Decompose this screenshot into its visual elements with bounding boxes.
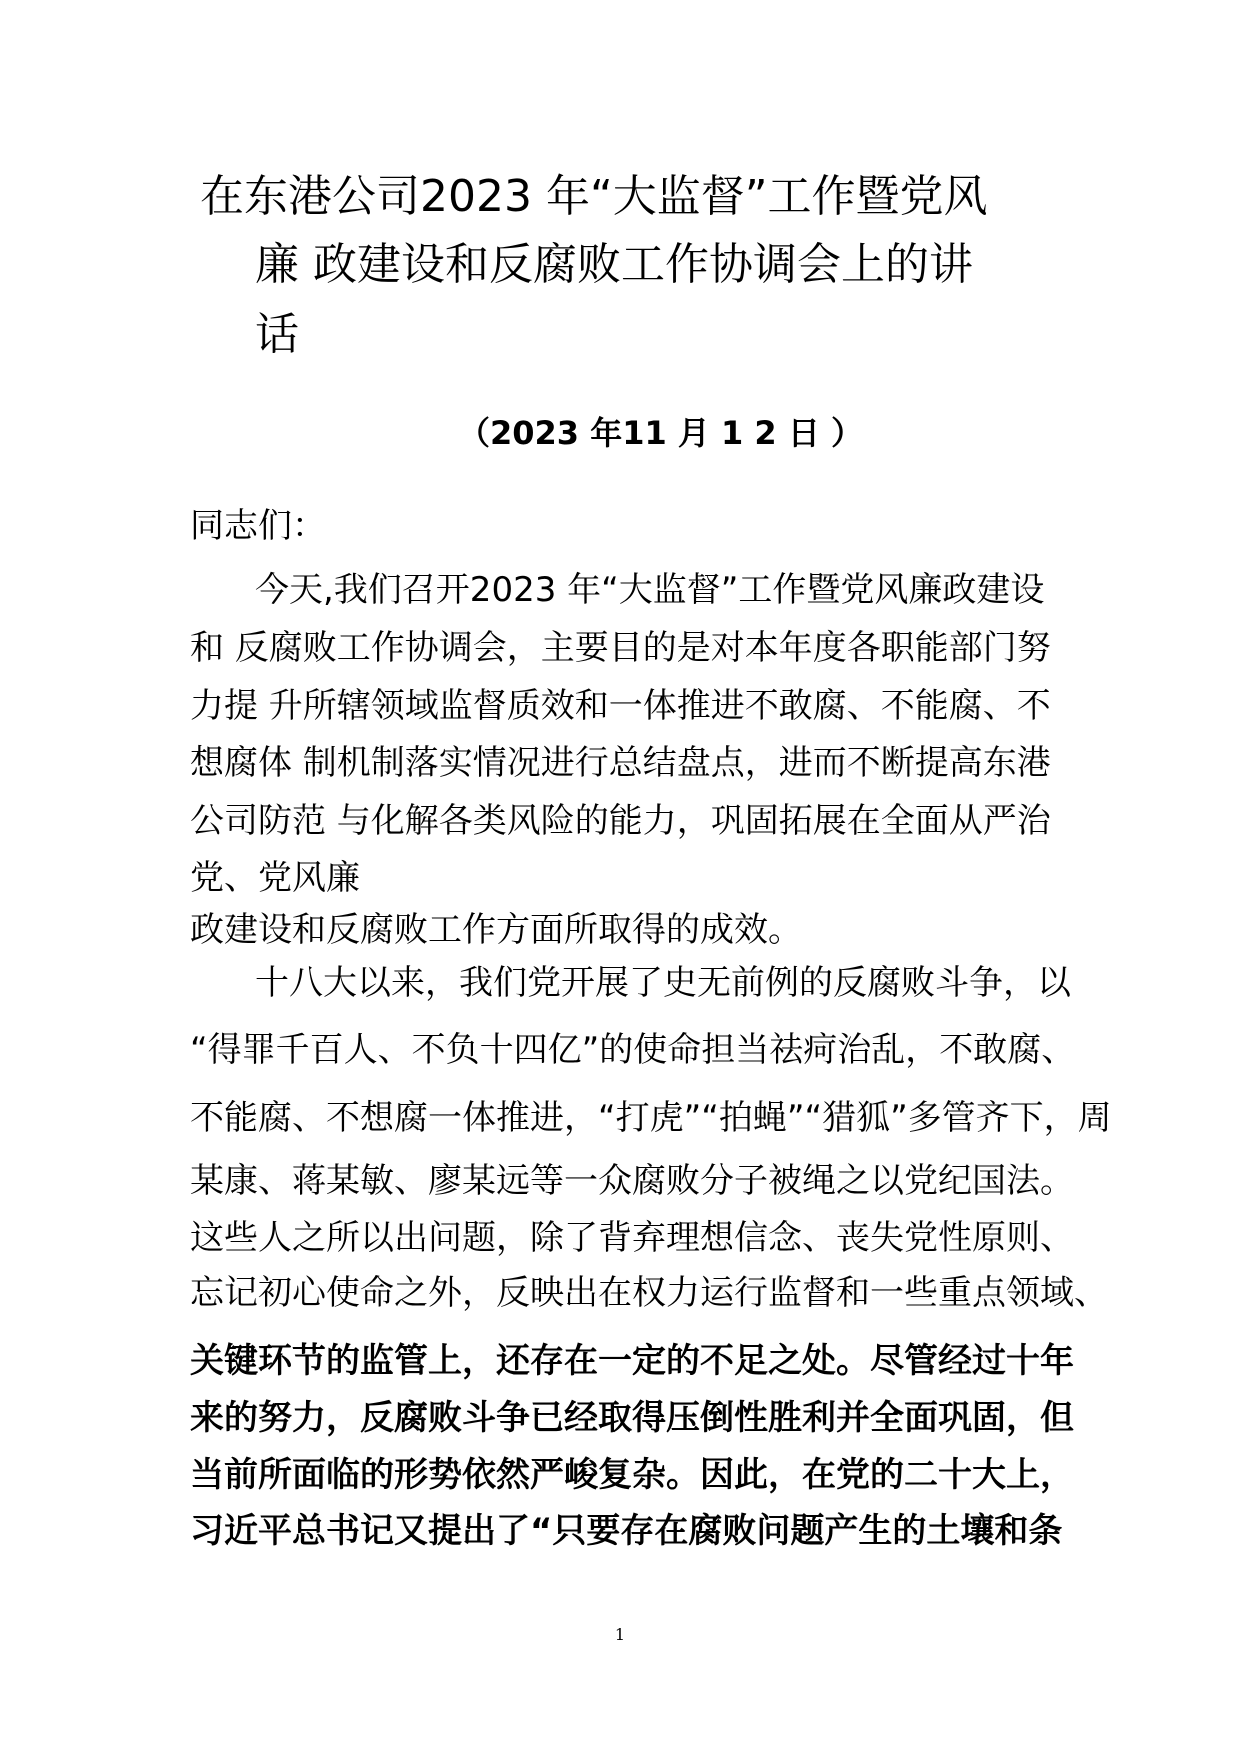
body-line-bold: 习近平总书记又提出了“只要存在腐败问题产生的土壤和条 bbox=[190, 1511, 1063, 1551]
document-title-line-3: 话 bbox=[255, 309, 299, 360]
body-line: 忘记初心使命之外，反映出在权力运行监督和一些重点领域、 bbox=[190, 1273, 1108, 1313]
body-line-bold: 来的努力，反腐败斗争已经取得压倒性胜利并全面巩固，但 bbox=[190, 1398, 1074, 1438]
document-title-line-2: 廉 政建设和反腐败工作协调会上的讲 bbox=[255, 239, 973, 290]
body-line: 这些人之所以出问题，除了背弃理想信念、丧失党性原则、 bbox=[190, 1218, 1074, 1258]
body-line: “得罪千百人、不负十四亿”的使命担当祛疴治乱，不敢腐、 bbox=[190, 1030, 1076, 1070]
body-line: 今天,我们召开2023 年“大监督”工作暨党风廉政建设 bbox=[255, 570, 1045, 610]
body-line: 力提 升所辖领域监督质效和一体推进不敢腐、不能腐、不 bbox=[190, 686, 1051, 726]
body-line-bold: 关键环节的监管上，还存在一定的不足之处。尽管经过十年 bbox=[190, 1341, 1074, 1381]
body-line: 党、党风廉 bbox=[190, 858, 360, 898]
document-title-line-1: 在东港公司2023 年“大监督”工作暨党风 bbox=[200, 171, 988, 222]
body-line: 和 反腐败工作协调会，主要目的是对本年度各职能部门努 bbox=[190, 628, 1051, 668]
body-line: 不能腐、不想腐一体推进，“打虎”“拍蝇”“猎狐”多管齐下，周 bbox=[190, 1098, 1112, 1138]
body-line: 公司防范 与化解各类风险的能力，巩固拓展在全面从严治 bbox=[190, 801, 1051, 841]
document-date: （2023 年11 月 1 2 日 ） bbox=[458, 414, 863, 452]
page-number: 1 bbox=[614, 1625, 626, 1644]
salutation: 同志们： bbox=[190, 506, 326, 546]
body-line: 某康、蒋某敏、廖某远等一众腐败分子被绳之以党纪国法。 bbox=[190, 1161, 1074, 1201]
body-line: 想腐体 制机制落实情况进行总结盘点，进而不断提高东港 bbox=[190, 743, 1051, 783]
body-line: 政建设和反腐败工作方面所取得的成效。 bbox=[190, 910, 802, 950]
body-line-bold: 当前所面临的形势依然严峻复杂。因此，在党的二十大上， bbox=[190, 1455, 1074, 1495]
body-line: 十八大以来，我们党开展了史无前例的反腐败斗争，以 bbox=[255, 963, 1071, 1003]
